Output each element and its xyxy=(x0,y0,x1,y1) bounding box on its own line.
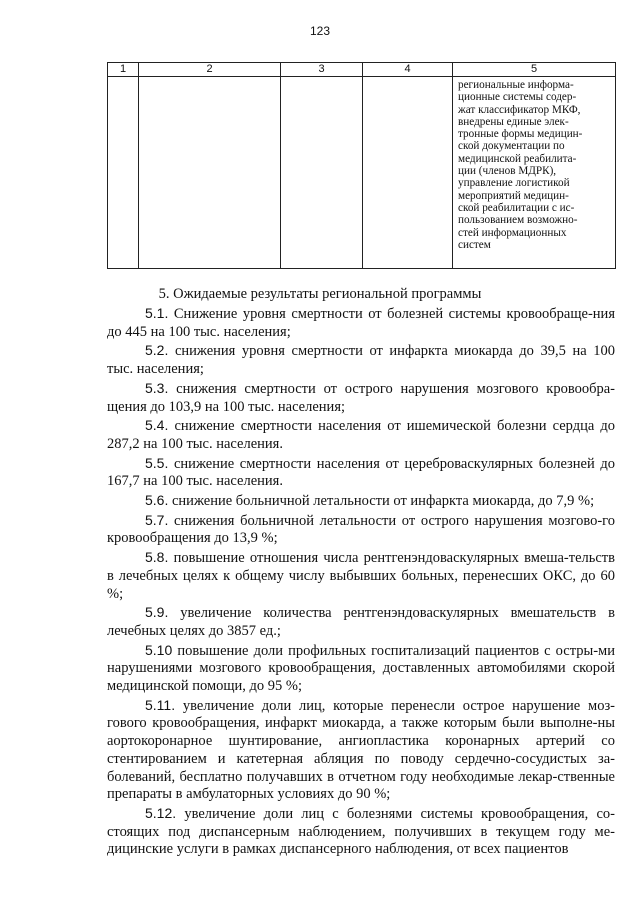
column-header: 4 xyxy=(363,63,453,77)
item-number: 5.4. xyxy=(145,417,169,434)
item-number: 5.1. xyxy=(145,305,169,321)
column-header: 5 xyxy=(453,63,616,77)
list-item xyxy=(107,305,615,341)
list-item xyxy=(107,642,615,696)
item-number: 5.11. xyxy=(145,696,176,713)
item-number: 5.7. xyxy=(145,511,169,528)
table-header-row xyxy=(108,63,616,77)
cell-text-line: медицинской реабилита- xyxy=(458,152,577,165)
cell-text-line: ционные системы содер- xyxy=(458,91,577,104)
item-number: 5.6. xyxy=(145,492,169,509)
cell-text-line: внедрены единые элек- xyxy=(458,115,569,128)
item-text: снижения смертности от острого нарушения мозгового кровообра-щения до 103,9 на 100 тыс. населения; xyxy=(107,380,615,415)
list-item xyxy=(107,342,615,378)
item-text: снижение больничной летальности от инфаркта миокарда, до 7,9 %; xyxy=(168,493,595,510)
item-text: увеличение количества рентгенэндоваскулярных вмешательств в лечебных целях до 3857 ед.; xyxy=(107,605,615,639)
page-number: 123 xyxy=(309,24,331,38)
cell-text-line: пользованием возможно- xyxy=(458,214,578,227)
item-text: снижение смертности населения от цереброваскулярных болезней до 167,7 на 100 тыс. населения. xyxy=(107,455,615,490)
table-cell xyxy=(363,77,453,269)
results-list xyxy=(107,305,615,860)
cell-text-line: стей информационных xyxy=(458,226,567,239)
cell-text-line: ской реабилитации с ис- xyxy=(458,201,575,214)
list-item xyxy=(107,697,615,804)
item-number: 5.9. xyxy=(145,604,169,621)
item-number: 5.3. xyxy=(145,379,169,396)
section-title: 5. Ожидаемые результаты региональной программы xyxy=(158,286,482,302)
item-number: 5.2. xyxy=(145,342,169,359)
column-header: 3 xyxy=(281,63,363,77)
list-item xyxy=(107,805,615,859)
list-item xyxy=(107,604,615,640)
item-text: Снижение уровня смертности от болезней системы кровообраще-ния до 445 на 100 тыс. населения; xyxy=(107,306,615,340)
cell-text-line: управление логистикой xyxy=(458,177,570,190)
table-cell-col5 xyxy=(453,77,616,269)
table-cell xyxy=(281,77,363,269)
table-cell xyxy=(108,77,139,269)
cell-text-line: ской документации по xyxy=(458,140,565,153)
item-number: 5.5. xyxy=(145,454,169,471)
item-text: снижения уровня смертности от инфаркта миокарда до 39,5 на 100 тыс. населения; xyxy=(107,343,615,378)
item-text: снижение смертности населения от ишемической болезни сердца до 287,2 на 100 тыс. населения. xyxy=(107,418,615,452)
cell-text-line: ции (членов МДРК), xyxy=(458,165,557,178)
cell-text-line: региональные информа- xyxy=(458,79,574,91)
list-item xyxy=(107,417,615,453)
list-item xyxy=(107,492,615,511)
cell-text-line: жат классификатор МКФ, xyxy=(458,103,581,116)
column-header: 1 xyxy=(108,63,139,77)
list-item xyxy=(107,455,615,491)
table-cell xyxy=(139,77,281,269)
list-item xyxy=(107,380,615,416)
item-number: 5.12. xyxy=(145,804,177,821)
item-text: повышение доли профильных госпитализаций пациентов с остры-ми нарушениями мозгового кровообращения, доставленных автомобилями скорой медицинской помощи, до 95 %; xyxy=(107,642,615,695)
column-header: 2 xyxy=(139,63,281,77)
list-item xyxy=(107,512,615,548)
item-number: 5.10 xyxy=(145,641,173,658)
item-number: 5.8. xyxy=(145,549,169,566)
item-text: увеличение доли лиц, которые перенесли острое нарушение моз-гового кровообращения, инфаркт миокарда, а также которым были выполне-ны аортокоронарное шунтирование, ангиопластика коронарных артерий со стентированием и катетерная абляция по поводу сердечно-сосудистых за-болеваний, бесплатно получавших в отчетном году необходимые лекар-ственные препараты в амбулаторных условиях до 90 %; xyxy=(107,697,615,803)
cell-text-line: мероприятий медицин- xyxy=(458,189,569,202)
list-item xyxy=(107,549,615,603)
item-text: повышение отношения числа рентгенэндоваскулярных вмеша-тельств в лечебных целях к общему числу выбывших больных, перенесших ОКС, до 60 %; xyxy=(107,550,615,602)
item-text: увеличение доли лиц с болезнями системы кровообращения, со-стоящих под диспансерным наблюдением, получивших в текущем году ме-дицинские услуги в рамках диспансерного наблюдения, от всех пациентов xyxy=(107,805,615,858)
continuation-table xyxy=(107,62,616,269)
cell-text-line: тронные формы медицин- xyxy=(458,128,583,141)
table-row xyxy=(108,77,616,269)
cell-text-line: систем xyxy=(458,238,491,251)
item-text: снижения больничной летальности от острого нарушения мозгово-го кровообращения до 13,9 %; xyxy=(107,512,615,547)
